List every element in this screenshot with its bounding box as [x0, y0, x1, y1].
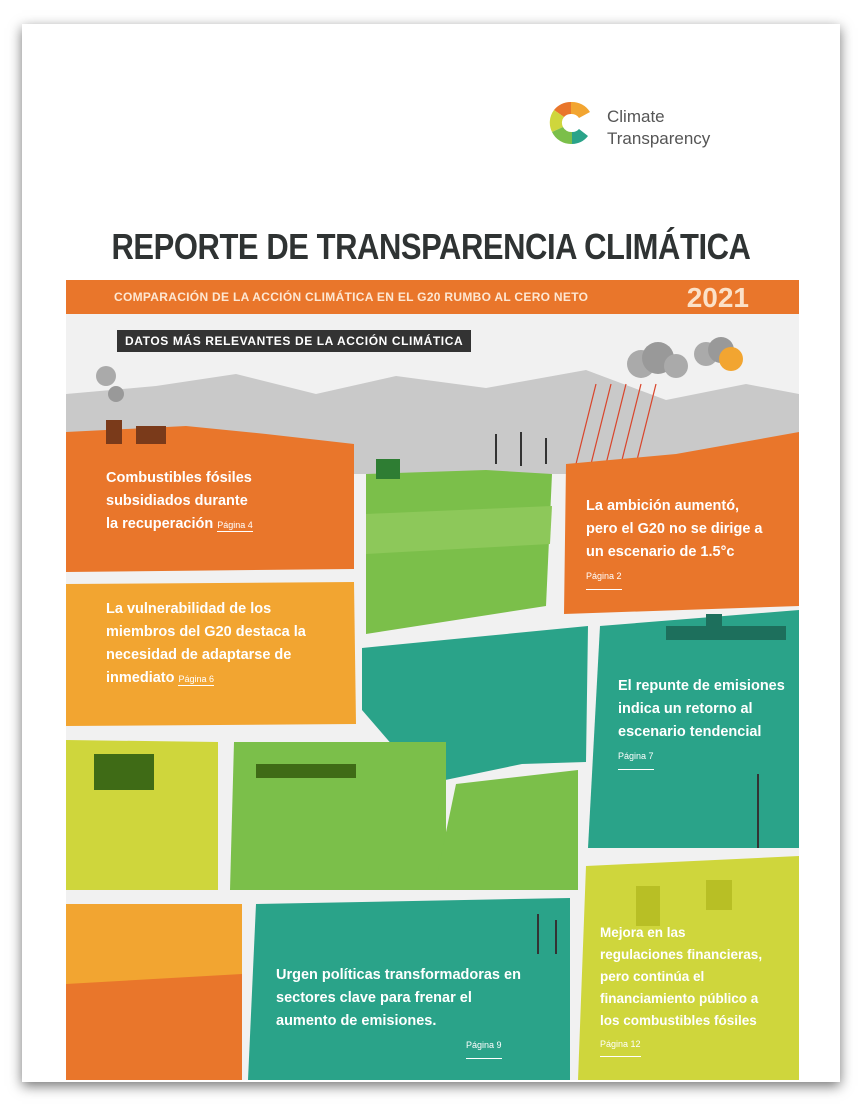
panel-fossil-subsidies — [106, 467, 253, 537]
panel-transformative-policies — [276, 964, 521, 1059]
panel-line: miembros del G20 destaca la — [106, 624, 306, 640]
panel-line: Urgen políticas transformadoras en — [276, 967, 521, 983]
page-link[interactable]: Página 9 — [466, 1034, 502, 1059]
panel-line: regulaciones financieras, — [600, 947, 763, 962]
panel-line: Mejora en las — [600, 925, 686, 940]
logo-line-2: Transparency — [607, 129, 711, 148]
logo-line-1: Climate — [607, 107, 665, 126]
panel-ambition — [586, 495, 762, 590]
panel-line: El repunte de emisiones — [618, 678, 785, 694]
highlights-label: DATOS MÁS RELEVANTES DE LA ACCIÓN CLIMÁTICA — [117, 330, 471, 352]
panel-line: los combustibles fósiles — [600, 1013, 757, 1028]
panel-line: necesidad de adaptarse de — [106, 647, 292, 663]
panel-line: La vulnerabilidad de los — [106, 601, 272, 617]
panel-line: La ambición aumentó, — [586, 498, 740, 514]
page-link[interactable]: Página 2 — [586, 565, 622, 590]
panel-line: inmediato — [106, 670, 175, 686]
page-link[interactable]: Página 7 — [618, 745, 654, 770]
report-year: 2021 — [686, 282, 749, 313]
logo-icon — [546, 98, 596, 148]
panel-line: subsidiados durante — [106, 493, 248, 509]
panel-line: la recuperación — [106, 516, 214, 532]
panel-financial-regulations — [600, 922, 762, 1057]
panel-line: pero continúa el — [600, 969, 705, 984]
page-link[interactable]: Página 6 — [178, 674, 215, 684]
panel-line: sectores clave para frenar el — [276, 990, 472, 1006]
panel-emissions-rebound — [618, 675, 785, 770]
page-link[interactable]: Página 12 — [600, 1033, 641, 1057]
panel-line: aumento de emisiones. — [276, 1013, 437, 1029]
panel-line: indica un retorno al — [618, 701, 753, 717]
logo-wordmark — [607, 106, 710, 150]
panel-line: pero el G20 no se dirige a — [586, 521, 763, 537]
panel-vulnerability — [106, 598, 306, 691]
climate-transparency-logo — [546, 98, 766, 158]
report-subtitle: COMPARACIÓN DE LA ACCIÓN CLIMÁTICA EN EL G20 RUMBO AL CERO NETO — [114, 290, 589, 304]
page-link[interactable]: Página 4 — [217, 520, 253, 530]
panel-line: financiamiento público a — [600, 991, 759, 1006]
panel-line: Combustibles fósiles — [106, 470, 252, 486]
panel-line: escenario tendencial — [618, 724, 762, 740]
report-title: REPORTE DE TRANSPARENCIA CLIMÁTICA — [111, 226, 751, 267]
subtitle-band — [66, 280, 799, 314]
panel-line: un escenario de 1.5°c — [586, 544, 735, 560]
